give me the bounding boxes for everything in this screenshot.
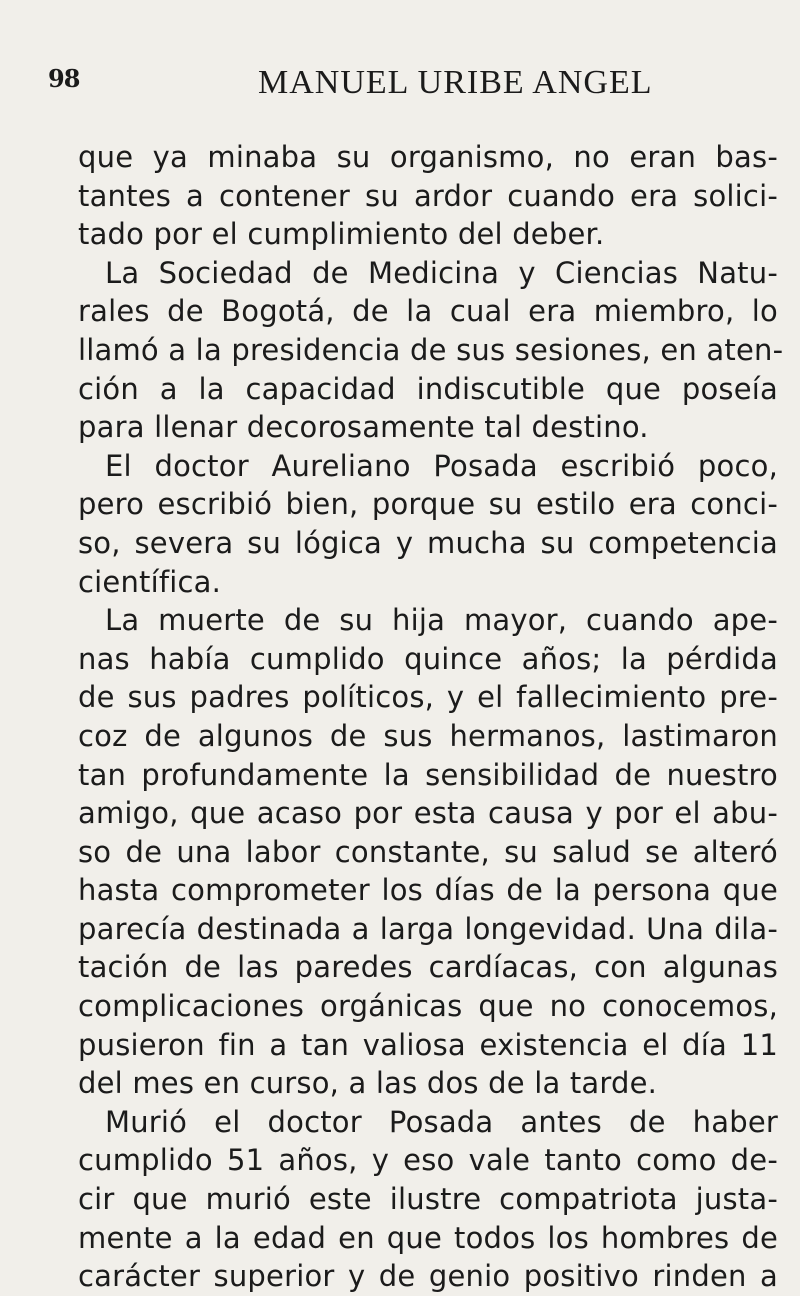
text-line: ción a la capacidad indiscutible que poseía	[78, 371, 778, 406]
text-line: cumplido 51 años, y eso vale tanto como de-	[78, 1143, 778, 1178]
text-line: llamó a la presidencia de sus sesiones, en aten-	[78, 332, 784, 367]
text-line: que ya minaba su organismo, no eran bas-	[78, 140, 778, 174]
text-line: carácter superior y de genio positivo rinden a	[78, 1259, 778, 1294]
text-line: amigo, que acaso por esta causa y por el abu-	[78, 796, 778, 831]
text-line: tado por el cumplimiento del deber.	[78, 217, 605, 252]
running-head	[48, 64, 748, 104]
running-title: MANUEL URIBE ANGEL	[258, 64, 653, 101]
text-line: científica.	[78, 564, 222, 599]
text-line: tación de las paredes cardíacas, con algunas	[78, 950, 778, 985]
text-line: nas había cumplido quince años; la pérdida	[78, 641, 778, 676]
text-line: tantes a contener su ardor cuando era solici-	[78, 178, 778, 213]
paragraph-start-line: Murió el doctor Posada antes de haber	[105, 1104, 778, 1139]
text-line: rales de Bogotá, de la cual era miembro, lo	[78, 294, 778, 329]
paragraph-start-line: La muerte de su hija mayor, cuando ape-	[105, 603, 778, 638]
text-line: complicaciones orgánicas que no conocemos,	[78, 989, 778, 1024]
text-line: pero escribió bien, porque su estilo era conci-	[78, 487, 778, 522]
text-line: tan profundamente la sensibilidad de nuestro	[78, 757, 778, 792]
text-line: de sus padres políticos, y el fallecimiento pre-	[78, 680, 778, 715]
text-line: coz de algunos de sus hermanos, lastimaron	[78, 718, 778, 753]
text-line: parecía destinada a larga longevidad. Una dila-	[78, 911, 778, 946]
text-line: del mes en curso, a las dos de la tarde.	[78, 1066, 658, 1101]
text-line: so, severa su lógica y mucha su competencia	[78, 525, 778, 560]
text-line: so de una labor constante, su salud se alteró	[78, 834, 778, 869]
page-number: 98	[48, 64, 80, 93]
text-line: pusieron fin a tan valiosa existencia el día 11	[78, 1027, 778, 1062]
paragraph-start-line: La Sociedad de Medicina y Ciencias Natu-	[105, 255, 778, 290]
text-line: cir que murió este ilustre compatriota justa-	[78, 1182, 778, 1217]
text-line: mente a la edad en que todos los hombres de	[78, 1220, 778, 1255]
paragraph-start-line: El doctor Aureliano Posada escribió poco,	[105, 448, 778, 483]
text-line: hasta comprometer los días de la persona que	[78, 873, 778, 908]
text-line: para llenar decorosamente tal destino.	[78, 410, 649, 445]
body-text	[78, 138, 784, 1296]
